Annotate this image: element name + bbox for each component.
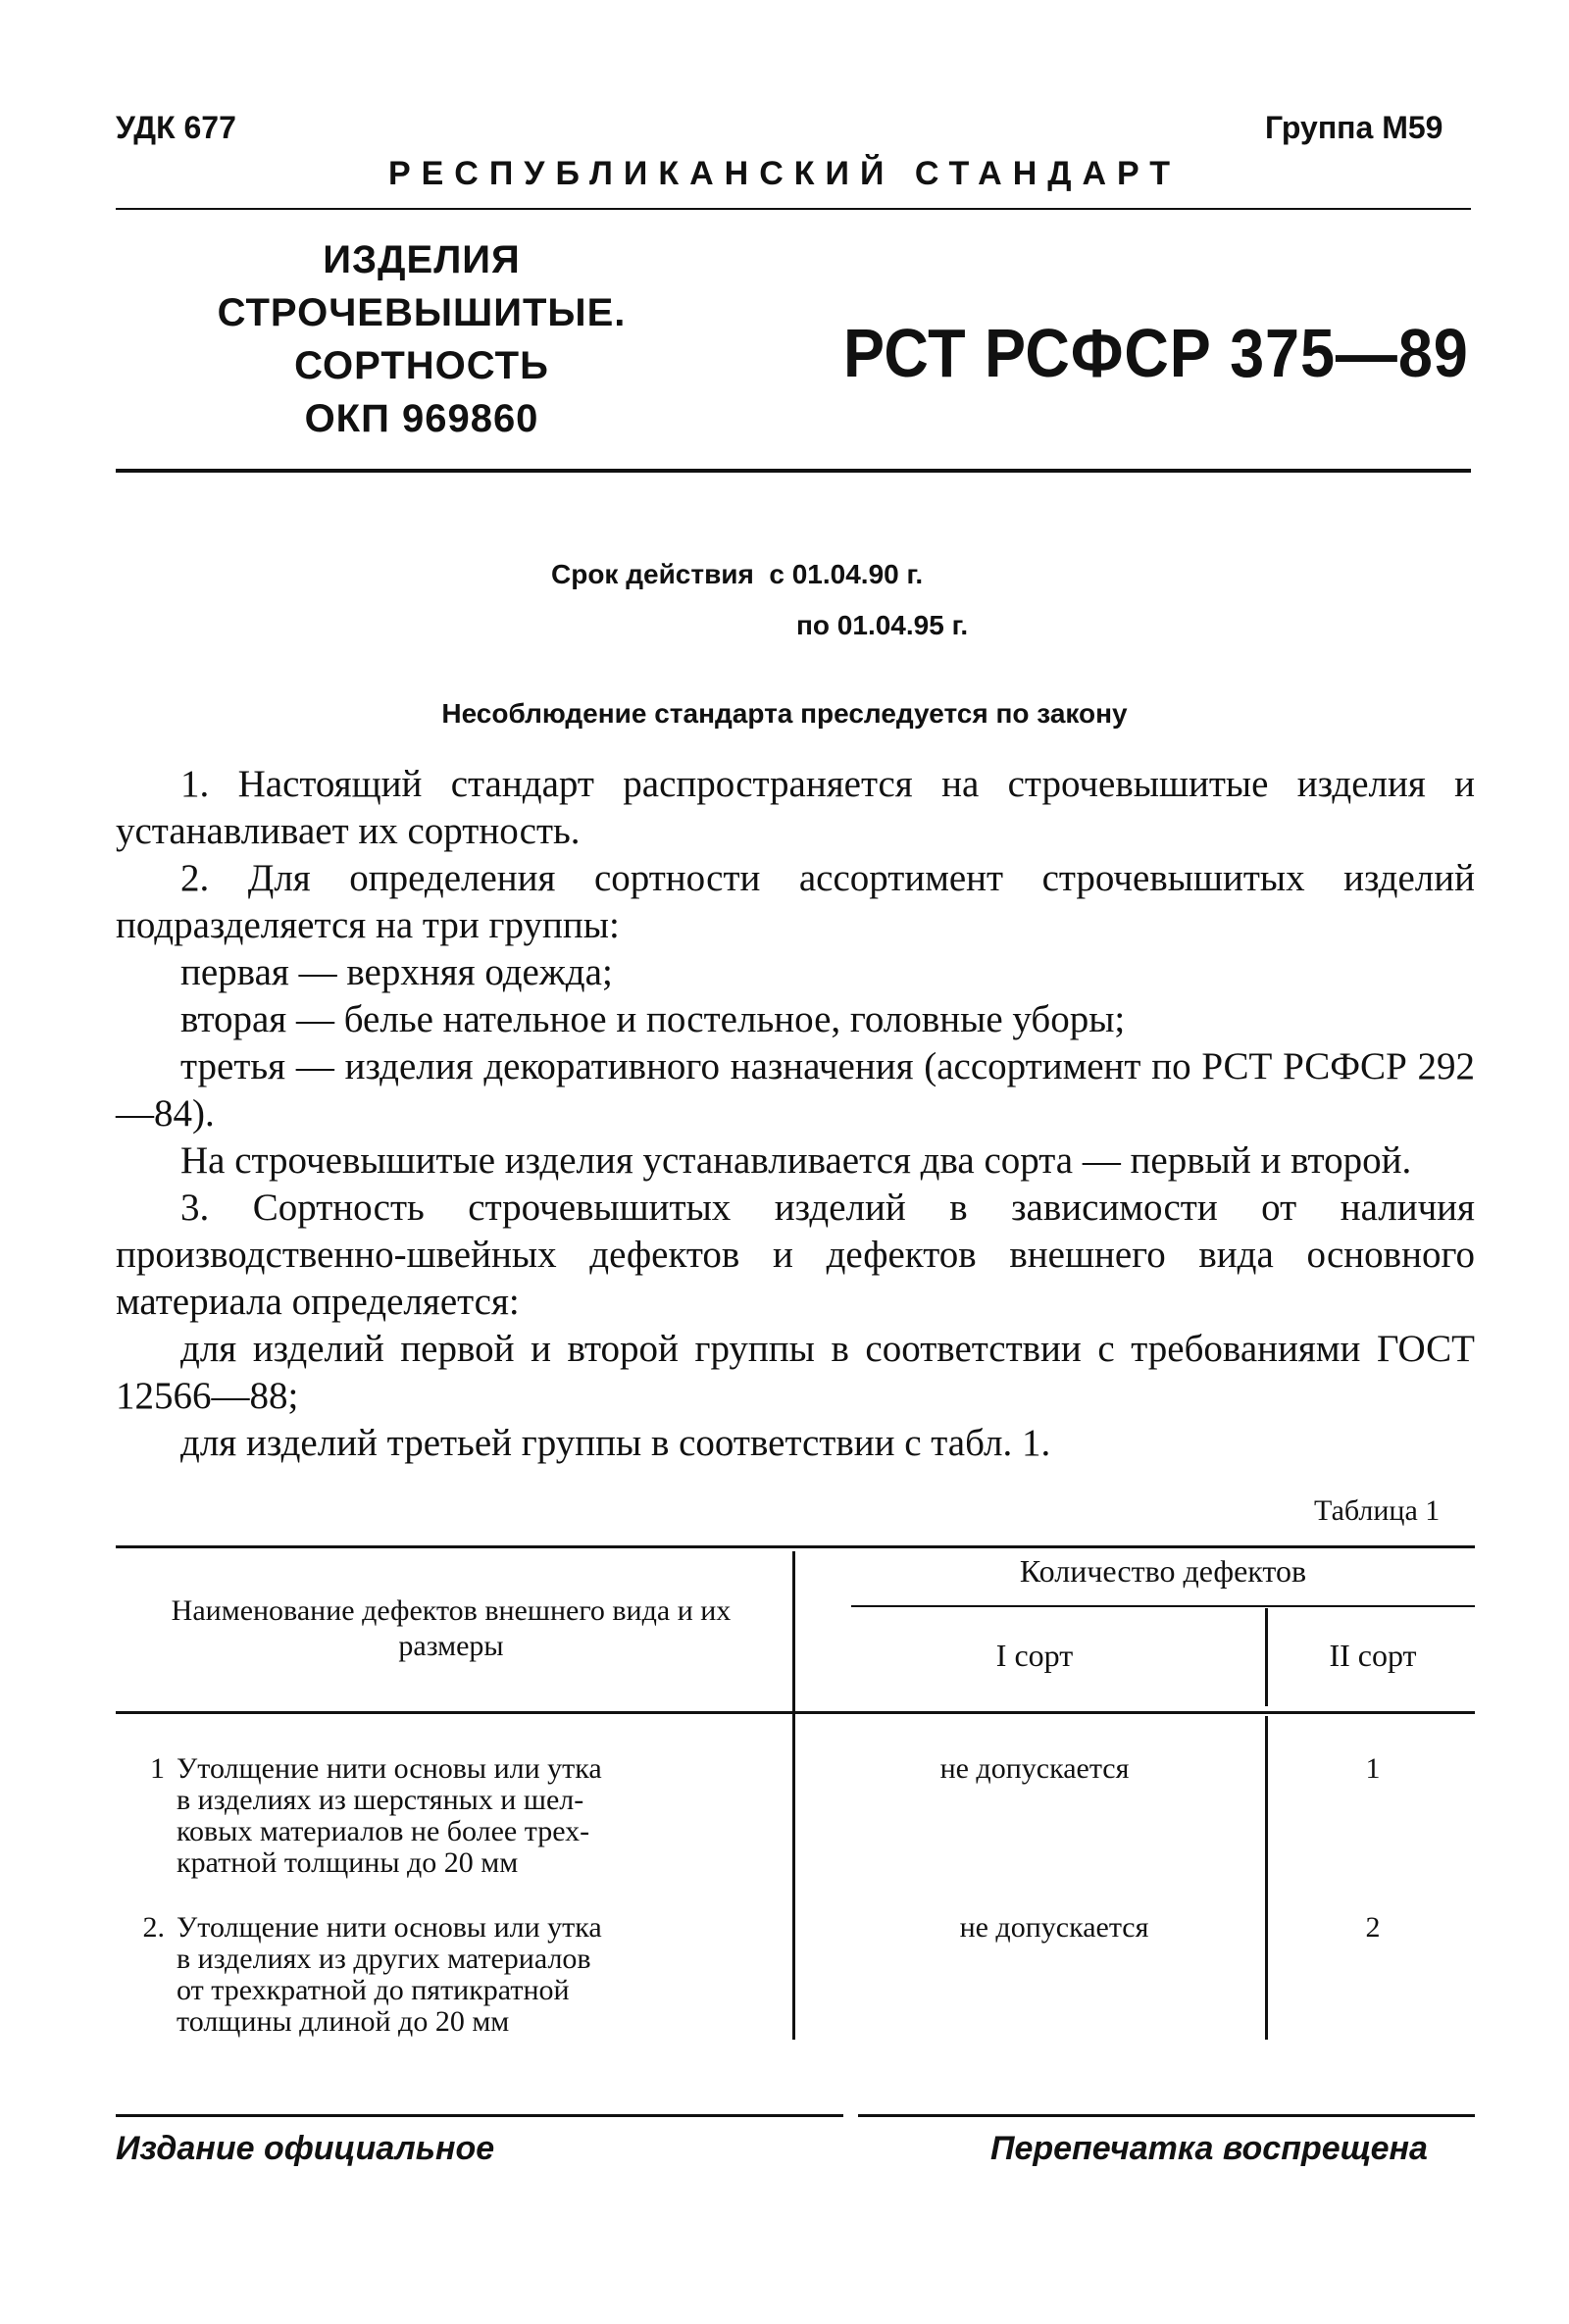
paragraph-group-3: для изделий третьей группы в соответствии с табл. 1. [180, 1422, 1051, 1464]
column-header-sort-2: II сорт [1329, 1638, 1417, 1673]
table-top-rule [116, 1545, 1475, 1548]
group-second: вторая — белье нательное и постельное, головные уборы; [180, 998, 1126, 1040]
title-line: ИЗДЕЛИЯ [323, 238, 521, 281]
title-divider [116, 469, 1471, 473]
table-header-rule [116, 1711, 1475, 1714]
defect-name-continuation: в изделиях из других материалов [177, 1943, 591, 1975]
standard-type: РЕСПУБЛИКАНСКИЙ СТАНДАРТ [387, 155, 1182, 192]
defect-name: Утолщение нити основы или утка [177, 1752, 602, 1785]
header-divider [116, 208, 1471, 210]
standard-code: РСТ РСФСР 375—89 [843, 315, 1469, 391]
column-header-sort-1: I сорт [995, 1638, 1074, 1673]
group-code: Группа М59 [1265, 110, 1443, 145]
footer-rule [116, 2114, 843, 2117]
paragraph-sorts: На строчевышитые изделия устанавливается два сорта — первый и второй. [180, 1139, 1412, 1182]
footer-reprint-prohibited: Перепечатка воспрещена [990, 2130, 1428, 2167]
group-third: третья — изделия декоративного назначения (ассортимент по РСТ РСФСР 292—84). [116, 1045, 1475, 1135]
defect-name: Утолщение нити основы или утка [177, 1911, 602, 1944]
cell-sort-1: не допускается [939, 1752, 1130, 1785]
paragraph-1: 1. Настоящий стандарт распространяется на строчевышитые изделия и устанавливает их сортность. [116, 763, 1475, 852]
validity-period [551, 549, 968, 651]
cell-sort-2: 2 [1365, 1911, 1381, 1944]
column-header-defect-name: Наименование дефектов внешнего вида и их размеры [171, 1594, 732, 1662]
paragraph-3: 3. Сортность строчевышитых изделий в зависимости от наличия производственно-швейных дефектов и дефектов внешнего вида основного материала определяется: [116, 1187, 1475, 1323]
title-line: СОРТНОСТЬ [294, 344, 549, 387]
defect-name-continuation: кратной толщины до 20 мм [177, 1846, 519, 1879]
title-line: ОКП 969860 [304, 397, 539, 440]
udk-code: УДК 677 [116, 110, 236, 145]
cell-sort-1: не допускается [959, 1911, 1149, 1944]
title-line: СТРОЧЕВЫШИТЫЕ. [217, 291, 627, 334]
defect-name-continuation: толщины длиной до 20 мм [177, 2005, 510, 2038]
table-row [116, 1753, 763, 1879]
legal-notice: Несоблюдение стандарта преследуется по закону [441, 698, 1128, 729]
footer-official-edition: Издание официальное [116, 2130, 495, 2167]
row-first-line [116, 1912, 763, 1944]
table-caption: Таблица 1 [1314, 1494, 1441, 1527]
table-row [116, 1912, 763, 2038]
column-header-quantity: Количество дефектов [1019, 1553, 1307, 1589]
table-column-divider [1265, 1716, 1268, 2040]
defect-name-continuation: в изделиях из шерстяных и шел- [177, 1784, 584, 1816]
cell-sort-2: 1 [1365, 1752, 1381, 1785]
validity-to: по 01.04.95 г. [796, 610, 969, 640]
paragraph-groups-1-2: для изделий первой и второй группы в соответствии с требованиями ГОСТ 12566—88; [116, 1328, 1475, 1417]
row-number: 1 [150, 1752, 165, 1785]
row-first-line [116, 1753, 763, 1785]
footer-rule [858, 2114, 1475, 2117]
table-column-divider [792, 1716, 795, 2040]
document-title [147, 233, 696, 445]
table-subheader-rule [851, 1605, 1475, 1607]
row-number: 2. [142, 1911, 165, 1944]
paragraph-2: 2. Для определения сортности ассортимент строчевышитых изделий подразделяется на три группы: [116, 857, 1475, 946]
table-column-divider [1265, 1608, 1268, 1706]
group-first: первая — верхняя одежда; [180, 951, 613, 993]
body-text [116, 761, 1475, 1467]
defect-name-continuation: от трехкратной до пятикратной [177, 1974, 570, 2006]
defect-name-continuation: ковых материалов не более трех- [177, 1815, 590, 1847]
validity-from: Срок действия с 01.04.90 г. [551, 559, 924, 589]
